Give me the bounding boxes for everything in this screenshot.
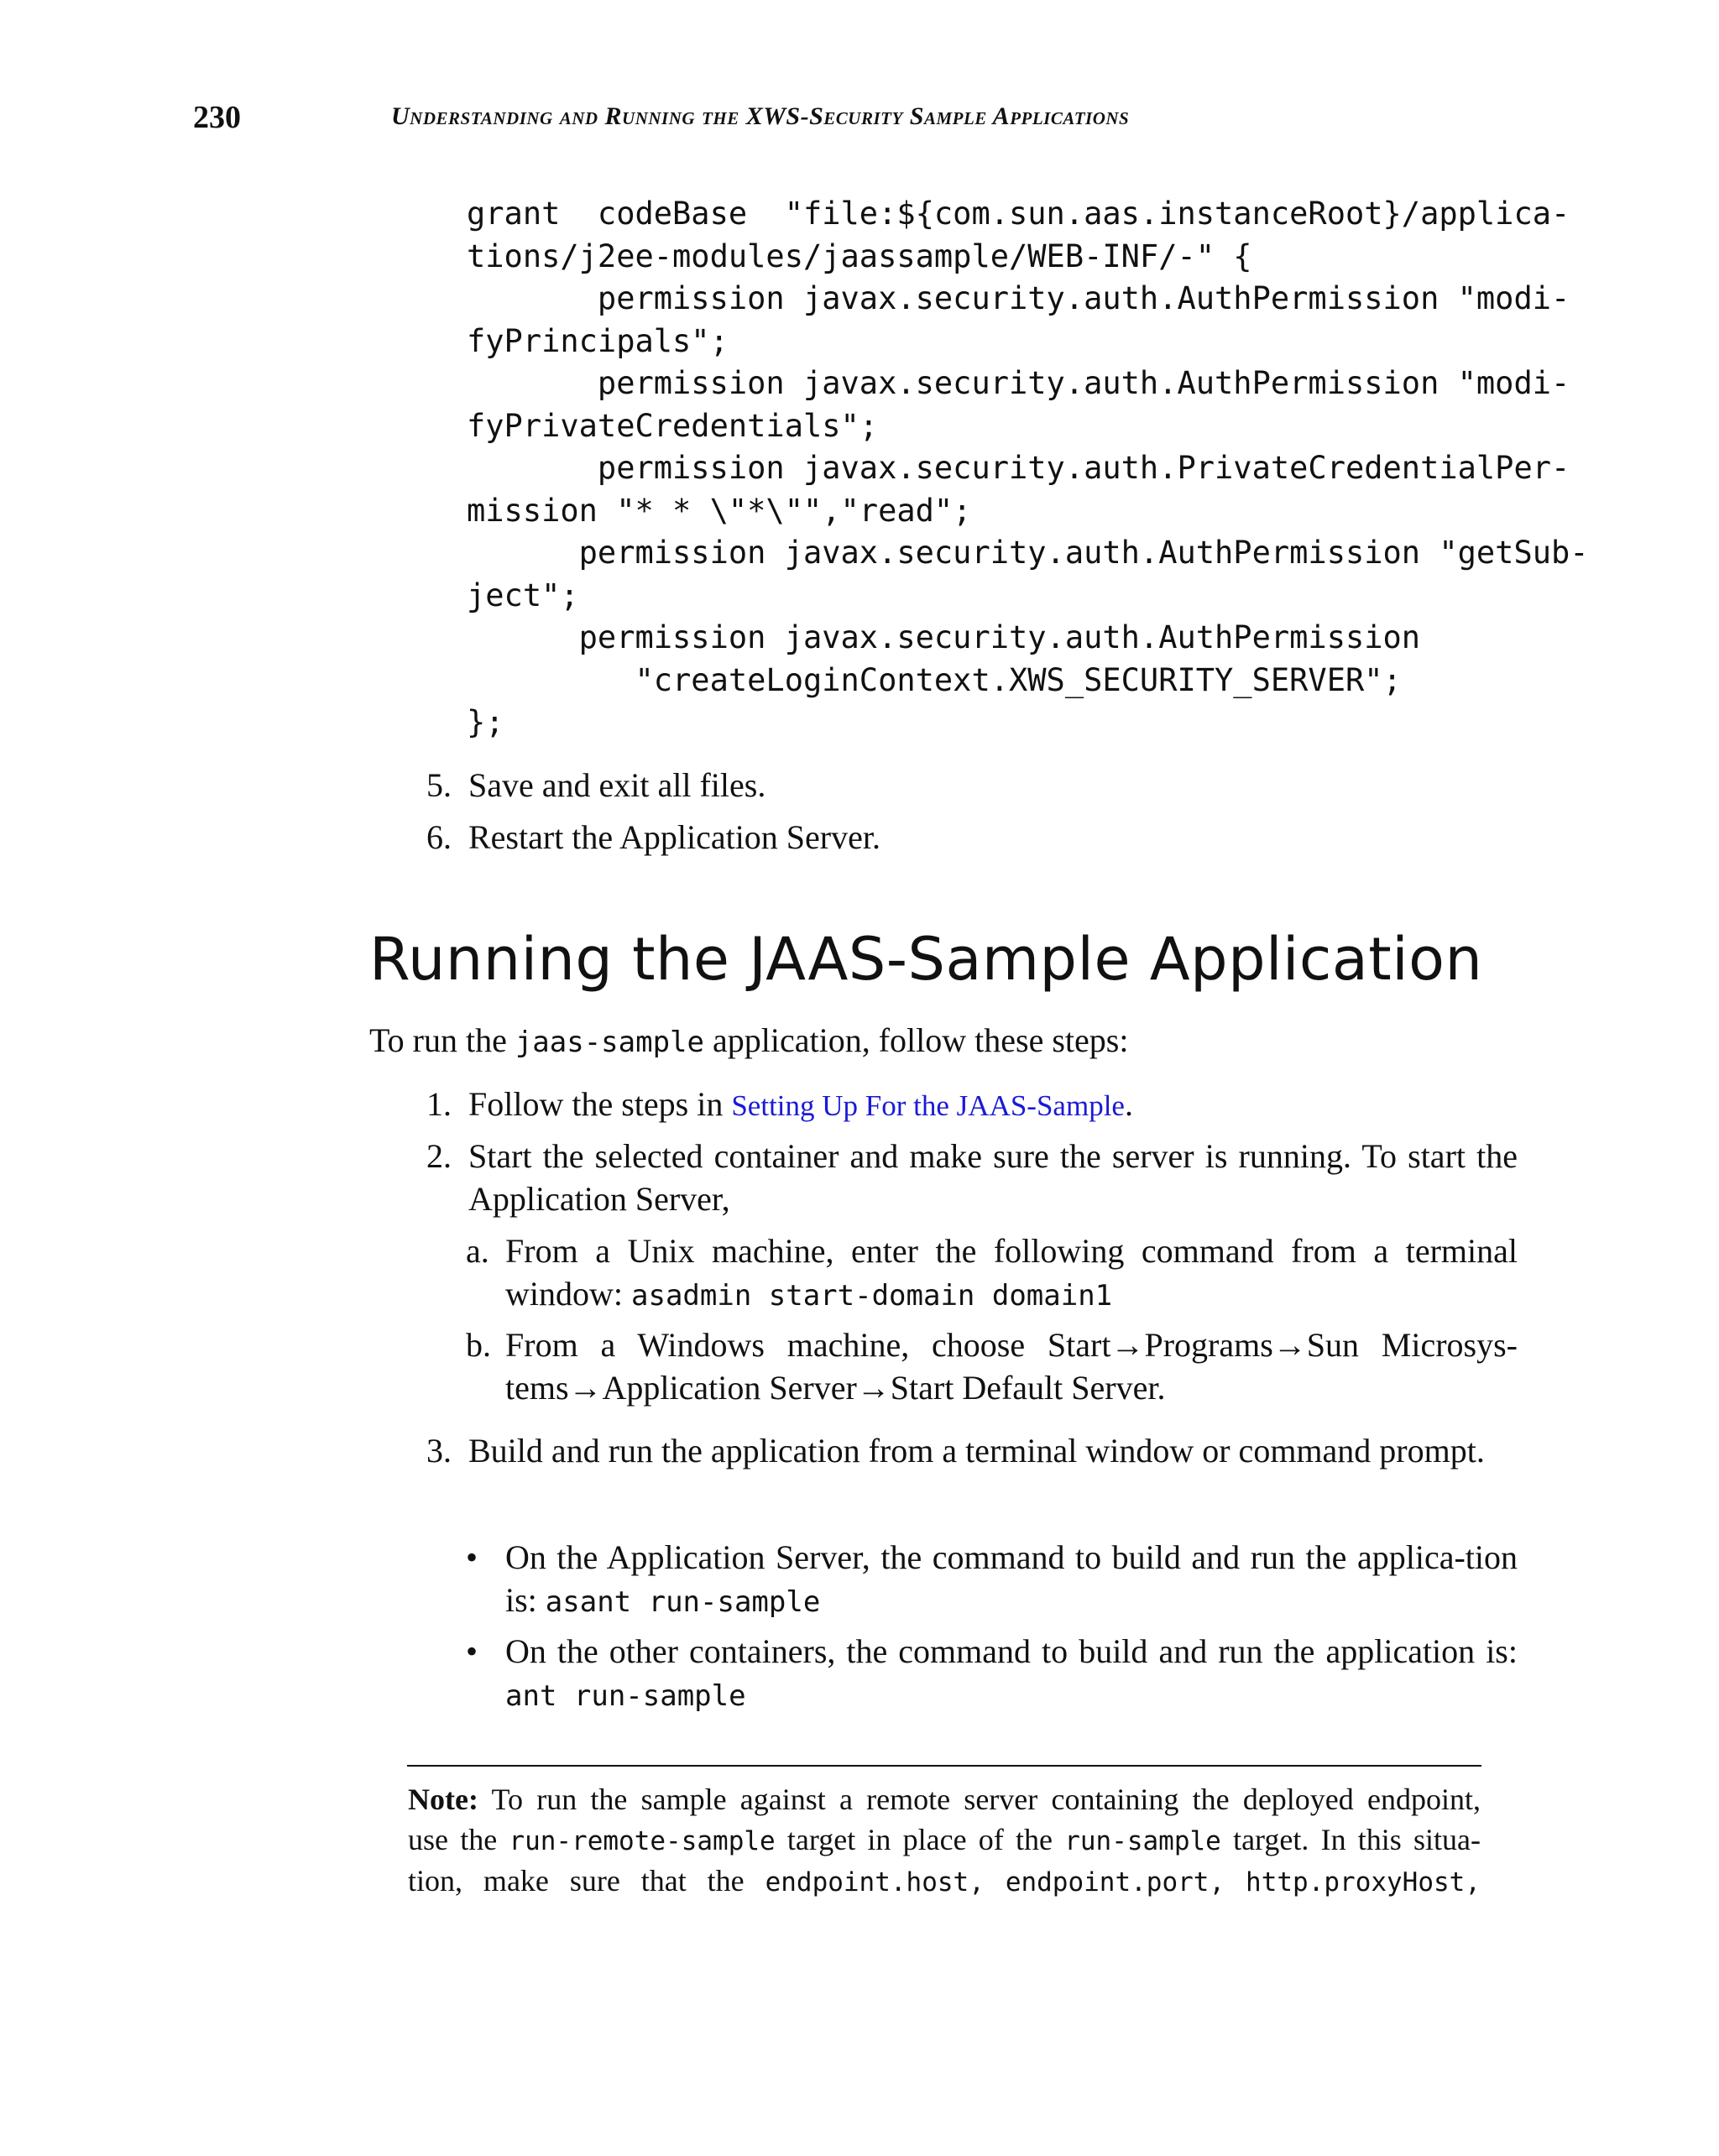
step-number: 3. [426,1432,452,1470]
inline-code: jaas-sample [515,1026,704,1059]
code-line: mission "* * \"*\"","read"; [467,492,972,529]
substep-text [505,1229,1518,1318]
note-line [408,1780,1481,1820]
step-text: Build and run the application from a terminal window or command prompt. [468,1432,1485,1470]
step-3 [426,1429,1518,1517]
step-text: Save and exit all files. [468,766,766,804]
intro-text: application, follow these steps: [713,1021,1129,1059]
substep-b [466,1323,1518,1411]
inline-code: endpoint.port, [1005,1867,1225,1898]
code-line: tions/j2ee-modules/jaassample/WEB-INF/-" { [467,238,1252,274]
bullet-item [466,1536,1518,1623]
inline-code: asadmin start-domain domain1 [631,1279,1113,1313]
note-box [408,1780,1481,1903]
step-5 [426,764,1518,807]
step-number: 5. [426,766,452,804]
inline-code: run-remote-sample [509,1825,776,1856]
code-line: fyPrincipals"; [467,322,729,359]
note-label: Note: [408,1783,478,1816]
bullet-text-body: On the other containers, the command to build and run the application is: [505,1632,1518,1670]
step-text-before: Follow the steps in [468,1085,724,1123]
code-line: permission javax.security.auth.AuthPermission [467,619,1421,655]
inline-code: ant run-sample [505,1679,746,1713]
note-text: target in place of the [786,1822,1053,1856]
step-text [468,1083,1518,1127]
substep-text-body: From a Unix machine, enter the following command from a terminal window: [505,1232,1518,1313]
code-line: "createLoginContext.XWS_SECURITY_SERVER"; [467,661,1402,698]
substep-label: b. [466,1326,491,1364]
bullet-text [505,1536,1518,1624]
bullet-item [466,1630,1518,1717]
note-divider [407,1765,1481,1767]
inline-code: endpoint.host, [765,1867,985,1898]
note-text: tion, make sure that the [408,1864,745,1898]
step-number: 6. [426,818,452,856]
step-number: 1. [426,1085,452,1123]
bullet-icon: • [466,1538,478,1576]
note-text: target. In this situa- [1233,1822,1481,1856]
note-text: use the [408,1822,498,1856]
inline-code: http.proxyHost, [1246,1867,1481,1898]
intro-paragraph [369,1019,1519,1062]
bullet-icon: • [466,1632,478,1670]
code-line: permission javax.security.auth.PrivateCredentialPer- [467,450,1570,486]
step-text-after: . [1124,1085,1133,1123]
bullet-text [505,1630,1518,1718]
code-line: permission javax.security.auth.AuthPermission "modi- [467,365,1570,401]
page-number: 230 [193,100,241,135]
substep-a [466,1229,1518,1317]
intro-text: To run the [369,1021,507,1059]
step-1 [426,1083,1518,1126]
step-number: 2. [426,1137,452,1175]
inline-code: run-sample [1064,1825,1221,1856]
code-line: permission javax.security.auth.AuthPermission "modi- [467,280,1570,316]
note-line [408,1820,1481,1862]
code-line: ject"; [467,577,579,613]
step-6 [426,816,1518,859]
substep-text: From a Windows machine, choose Start→Programs→Sun Microsys-tems→Application Server→Start Default Server. [505,1326,1518,1407]
code-line: permission javax.security.auth.AuthPermission "getSub- [467,535,1589,571]
step-2 [426,1135,1518,1222]
running-head: Understanding and Running the XWS-Security Sample Applications [391,102,1130,130]
code-line: grant codeBase "file:${com.sun.aas.instanceRoot}/applica- [467,196,1570,232]
inline-code: asant run-sample [545,1585,821,1619]
substep-label: a. [466,1232,489,1270]
step-text: Start the selected container and make sure the server is running. To start the Application Server, [468,1137,1518,1218]
bullet-text-body: On the Application Server, the command to build and run the applica-tion is: [505,1538,1518,1619]
note-line [408,1861,1481,1903]
setting-up-link[interactable]: Setting Up For the JAAS-Sample [731,1089,1125,1122]
page-header [193,99,1536,141]
note-text: To run the sample against a remote server containing the deployed endpoint, [491,1783,1481,1816]
code-line: fyPrivateCredentials"; [467,407,879,444]
section-heading: Running the JAAS-Sample Application [369,925,1483,994]
code-line: }; [467,704,504,740]
step-text: Restart the Application Server. [468,818,880,856]
code-block [467,193,1589,744]
